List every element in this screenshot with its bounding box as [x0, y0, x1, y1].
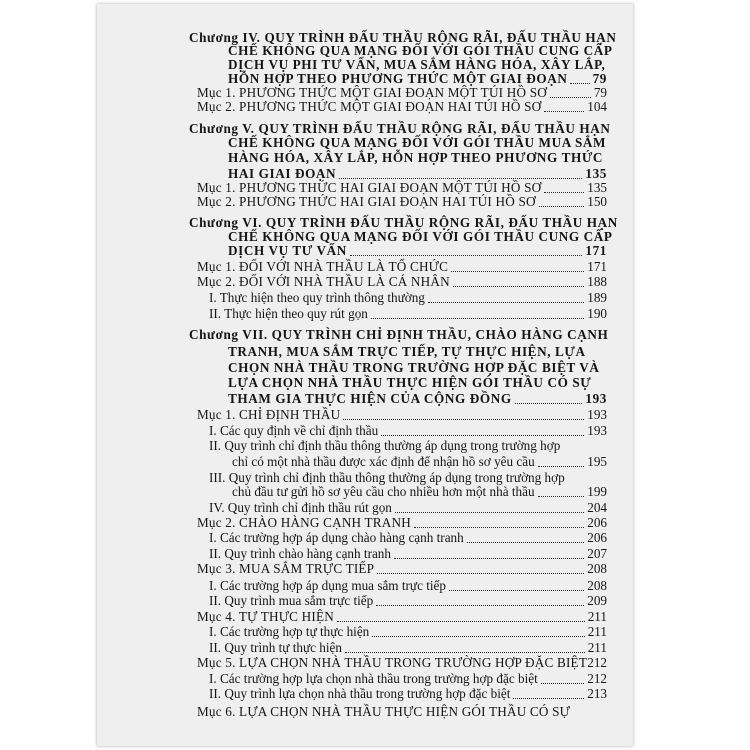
toc-entry-text: Mục 2. PHƯƠNG THỨC HAI GIAI ĐOẠN HAI TÚI HỒ SƠ	[197, 194, 536, 209]
toc-line	[97, 562, 633, 576]
toc-page-number: 79	[593, 85, 607, 100]
toc-entry-text: Chương V. QUY TRÌNH ĐẤU THẦU RỘNG RÃI, ĐẤU THẦU HẠN	[189, 121, 611, 136]
toc-entry-text: II. Quy trình tự thực hiện	[209, 640, 342, 655]
toc-entry-text: Chương IV. QUY TRÌNH ĐẤU THẦU RỘNG RÃI, ĐẤU THẦU HẠN	[189, 30, 617, 45]
toc-page-number: 135	[587, 180, 607, 195]
toc-page-number: 208	[587, 561, 607, 576]
toc-entry-text: HỖN HỢP THEO PHƯƠNG THỨC MỘT GIAI ĐOẠN	[228, 71, 568, 86]
toc-page-number: 211	[587, 624, 607, 639]
leader-dots	[377, 562, 584, 574]
leader-dots	[515, 392, 583, 404]
toc-line	[97, 291, 633, 305]
toc-entry-text: CHẾ KHÔNG QUA MẠNG ĐỐI VỚI GÓI THẦU CUNG CẤP	[228, 229, 613, 244]
leader-dots	[350, 244, 582, 256]
toc-entry-text: IV. Quy trình chỉ định thầu rút gọn	[209, 500, 392, 515]
toc-line	[97, 72, 633, 86]
toc-entry-text: Mục 4. TỰ THỰC HIỆN	[197, 609, 334, 624]
leader-dots	[538, 485, 585, 497]
toc-line	[97, 579, 633, 593]
toc-entry-text: chủ đầu tư gửi hồ sơ yêu cầu cho nhiều hơn một nhà thầu	[232, 484, 535, 499]
toc-line	[97, 44, 633, 58]
leader-dots	[467, 531, 584, 543]
toc-line	[97, 100, 633, 114]
toc-line	[97, 275, 633, 289]
leader-dots	[372, 625, 584, 637]
leader-dots	[376, 594, 584, 606]
toc-entry-text: Mục 2. PHƯƠNG THỨC MỘT GIAI ĐOẠN HAI TÚI HỒ SƠ	[197, 99, 542, 114]
leader-dots	[428, 291, 584, 303]
leader-dots	[538, 455, 585, 467]
toc-page-number: 206	[587, 530, 607, 545]
toc-entry-text: I. Thực hiện theo quy trình thông thường	[209, 290, 425, 305]
toc-page-number: 199	[587, 484, 607, 499]
toc-page-number: 193	[587, 423, 607, 438]
toc-entry-text: Mục 5. LỰA CHỌN NHÀ THẦU TRONG TRƯỜNG HỢP ĐẶC BIỆT	[197, 655, 588, 670]
toc-line	[97, 687, 633, 701]
toc-page-number: 204	[587, 500, 607, 515]
toc-entry-text: TRANH, MUA SẮM TRỰC TIẾP, TỰ THỰC HIỆN, LỰA	[228, 344, 586, 359]
toc-entry-text: I. Các trường hợp tự thực hiện	[209, 624, 370, 639]
toc-entry-text: LỰA CHỌN NHÀ THẦU THỰC HIỆN GÓI THẦU CÓ SỰ	[228, 375, 592, 390]
leader-dots	[544, 100, 584, 112]
toc-line	[97, 705, 633, 719]
toc-page-number: 211	[587, 640, 607, 655]
leader-dots	[570, 72, 589, 84]
toc-entry-text: Mục 2. ĐỐI VỚI NHÀ THẦU LÀ CÁ NHÂN	[197, 274, 450, 289]
toc-line	[97, 516, 633, 530]
toc-line	[97, 86, 633, 100]
toc-line	[97, 455, 633, 469]
toc-entry-text: II. Quy trình lựa chọn nhà thầu trong trường hợp đặc biệt	[209, 686, 511, 701]
toc-page-number: 189	[587, 290, 607, 305]
toc-line	[97, 485, 633, 499]
leader-dots	[339, 167, 582, 179]
toc-entry-text: DỊCH VỤ TƯ VẤN	[228, 243, 347, 258]
leader-dots	[343, 408, 584, 420]
toc-entry-text: Mục 3. MUA SẮM TRỰC TIẾP	[197, 561, 375, 576]
toc-page-number: 135	[585, 166, 607, 181]
toc-page-number: 208	[587, 578, 607, 593]
toc-page-number: 212	[587, 671, 607, 686]
toc-entry-text: chỉ có một nhà thầu được xác định để nhận hồ sơ yêu cầu	[232, 454, 535, 469]
toc-entry-text: CHẾ KHÔNG QUA MẠNG ĐỐI VỚI GÓI THẦU CUNG CẤP	[228, 43, 613, 58]
toc-line	[97, 122, 633, 136]
toc-page-number: 213	[587, 686, 607, 701]
toc-entry-text: II. Quy trình chỉ định thầu thông thường áp dụng trong trường hợp	[209, 438, 561, 453]
toc-entry-text: I. Các trường hợp lựa chọn nhà thầu trong trường hợp đặc biệt	[209, 671, 538, 686]
toc-line	[97, 471, 633, 485]
toc-line	[97, 345, 633, 359]
toc-entry-text: Mục 1. PHƯƠNG THỨC HAI GIAI ĐOẠN MỘT TÚI HỒ SƠ	[197, 180, 542, 195]
toc-page-number: 206	[587, 515, 607, 530]
toc-line	[97, 392, 633, 406]
toc-line	[97, 230, 633, 244]
toc-page-number: 190	[587, 306, 607, 321]
toc-line	[97, 167, 633, 181]
toc-line	[97, 531, 633, 545]
toc-page-number: 171	[585, 243, 607, 258]
toc-line	[97, 151, 633, 165]
toc-line	[97, 216, 633, 230]
toc-page-number: 209	[587, 593, 607, 608]
leader-dots	[513, 687, 584, 699]
leader-dots	[345, 641, 585, 653]
toc-page-number: 193	[587, 407, 607, 422]
toc-line	[97, 672, 633, 686]
leader-dots	[541, 672, 584, 684]
toc-line	[97, 58, 633, 72]
leader-dots	[544, 181, 584, 193]
toc-page-number: 79	[592, 71, 607, 86]
toc-line	[97, 136, 633, 150]
toc-entry-text: Chương VII. QUY TRÌNH CHỈ ĐỊNH THẦU, CHÀO HÀNG CẠNH	[189, 327, 609, 342]
toc-line	[97, 328, 633, 342]
leader-dots	[451, 260, 584, 272]
toc-page-number: 193	[585, 391, 607, 406]
toc-line	[97, 656, 633, 670]
leader-dots	[414, 516, 584, 528]
toc-page-number: 171	[587, 259, 607, 274]
toc-line	[97, 641, 633, 655]
toc-entry-text: I. Các trường hợp áp dụng mua sắm trực tiếp	[209, 578, 446, 593]
toc-line	[97, 260, 633, 274]
toc-entry-text: II. Quy trình chào hàng cạnh tranh	[209, 546, 391, 561]
leader-dots	[550, 86, 591, 98]
toc-line	[97, 547, 633, 561]
leader-dots	[337, 610, 585, 622]
toc-entry-text: Mục 6. LỰA CHỌN NHÀ THẦU THỰC HIỆN GÓI THẦU CÓ SỰ	[197, 704, 571, 719]
leader-dots	[394, 547, 584, 559]
toc-page-number: 212	[587, 655, 607, 670]
toc-entry-text: Mục 1. ĐỐI VỚI NHÀ THẦU LÀ TỔ CHỨC	[197, 259, 449, 274]
toc-line	[97, 408, 633, 422]
toc-line	[97, 501, 633, 515]
toc-line	[97, 439, 633, 453]
toc-line	[97, 244, 633, 258]
leader-dots	[453, 275, 584, 287]
leader-dots	[381, 424, 584, 436]
leader-dots	[539, 195, 585, 207]
toc-line	[97, 307, 633, 321]
toc-line	[97, 610, 633, 624]
toc-entry-text: DỊCH VỤ PHI TƯ VẤN, MUA SẮM HÀNG HÓA, XÂY LẮP,	[228, 57, 606, 72]
toc-page-number: 207	[587, 546, 607, 561]
book-page	[97, 4, 633, 746]
toc-entry-text: I. Các quy định về chỉ định thầu	[209, 423, 379, 438]
leader-dots	[371, 307, 584, 319]
toc-entry-text: I. Các trường hợp áp dụng chào hàng cạnh tranh	[209, 530, 464, 545]
toc-page-number: 195	[587, 454, 607, 469]
toc-entry-text: II. Quy trình mua sắm trực tiếp	[209, 593, 374, 608]
toc-page-number: 211	[587, 609, 607, 624]
toc-entry-text: Chương VI. QUY TRÌNH ĐẤU THẦU RỘNG RÃI, ĐẤU THẦU HẠN	[189, 215, 618, 230]
toc-entry-text: THAM GIA THỰC HIỆN CỦA CỘNG ĐỒNG	[228, 391, 512, 406]
toc-entry-text: III. Quy trình chỉ định thầu thông thường áp dụng trong trường hợp	[209, 470, 565, 485]
toc-line	[97, 361, 633, 375]
toc-entry-text: Mục 1. CHỈ ĐỊNH THẦU	[197, 407, 341, 422]
toc-entry-text: CHẾ KHÔNG QUA MẠNG ĐỐI VỚI GÓI THẦU MUA SẮM	[228, 135, 607, 150]
toc-line	[97, 594, 633, 608]
toc-entry-text: HAI GIAI ĐOẠN	[228, 166, 337, 181]
toc-entry-text: CHỌN NHÀ THẦU TRONG TRƯỜNG HỢP ĐẶC BIỆT VÀ	[228, 360, 600, 375]
toc-line	[97, 424, 633, 438]
toc-line	[97, 625, 633, 639]
leader-dots	[395, 501, 584, 513]
toc-entry-text: Mục 1. PHƯƠNG THỨC MỘT GIAI ĐOẠN MỘT TÚI HỒ SƠ	[197, 85, 547, 100]
table-of-contents	[97, 4, 633, 746]
toc-page-number: 150	[587, 194, 607, 209]
toc-line	[97, 195, 633, 209]
toc-entry-text: II. Thực hiện theo quy rút gọn	[209, 306, 368, 321]
toc-line	[97, 181, 633, 195]
leader-dots	[449, 579, 584, 591]
toc-page-number: 104	[587, 99, 607, 114]
toc-page-number: 188	[587, 274, 607, 289]
toc-entry-text: HÀNG HÓA, XÂY LẮP, HỖN HỢP THEO PHƯƠNG THỨC	[228, 150, 604, 165]
toc-line	[97, 376, 633, 390]
toc-entry-text: Mục 2. CHÀO HÀNG CẠNH TRANH	[197, 515, 411, 530]
